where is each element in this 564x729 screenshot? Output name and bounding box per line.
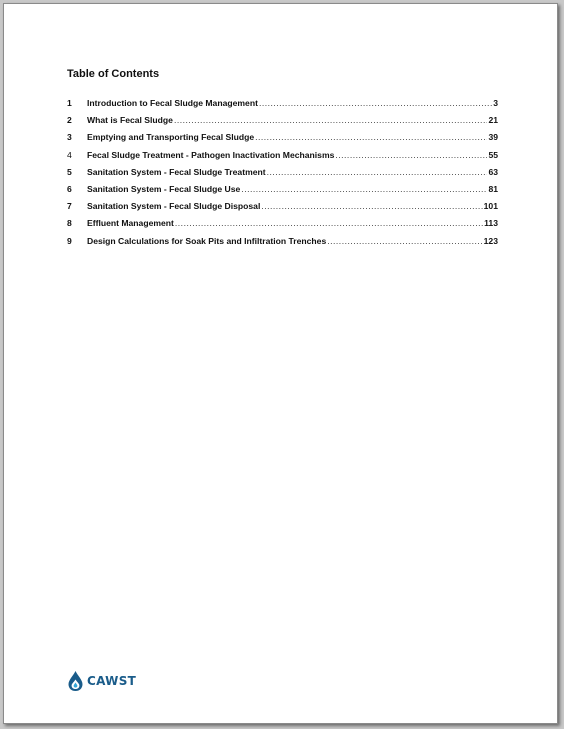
toc-entry-number: 2 (67, 115, 72, 126)
toc-entry-page: 113 (484, 218, 498, 229)
toc-title: Table of Contents (67, 68, 160, 80)
toc-entry[interactable] (67, 167, 498, 184)
toc-entry-title: Introduction to Fecal Sludge Management (87, 98, 258, 108)
toc-leader-dots (255, 132, 487, 142)
toc-leader-dots (175, 218, 483, 228)
toc-entry-title: Sanitation System - Fecal Sludge Use (87, 183, 241, 194)
toc-entry-title: Design Calculations for Soak Pits and Infiltration Trenches (87, 235, 327, 246)
toc-entry-number: 9 (67, 235, 72, 246)
toc-entry-page: 39 (488, 132, 498, 143)
toc-entry-title: What is Fecal Sludge (87, 115, 173, 126)
toc-leader-dots (327, 236, 482, 246)
toc-entry-number: 4 (67, 149, 72, 160)
toc-entry-page: 3 (493, 98, 498, 108)
toc-entry-page: 123 (483, 235, 498, 246)
toc-list (67, 98, 498, 253)
toc-entry-title: Sanitation System - Fecal Sludge Disposal (87, 201, 261, 212)
toc-entry[interactable] (67, 184, 498, 201)
toc-entry[interactable] (67, 98, 498, 115)
toc-entry-page: 101 (483, 201, 498, 212)
cawst-logo (67, 670, 136, 692)
toc-leader-dots (241, 184, 487, 194)
toc-entry-page: 55 (488, 149, 498, 160)
toc-entry[interactable] (67, 115, 498, 132)
toc-entry[interactable] (67, 150, 498, 167)
toc-entry[interactable] (67, 236, 498, 253)
toc-entry-number: 7 (67, 201, 72, 212)
toc-entry-page: 63 (488, 166, 498, 177)
toc-leader-dots (261, 201, 482, 211)
logo-wordmark: CAWST (87, 674, 137, 688)
toc-entry[interactable] (67, 218, 498, 235)
toc-entry-title: Sanitation System - Fecal Sludge Treatment (87, 166, 266, 177)
toc-entry-page: 81 (488, 183, 498, 194)
toc-entry-title: Emptying and Transporting Fecal Sludge (87, 132, 255, 143)
toc-entry-number: 8 (67, 218, 72, 229)
toc-leader-dots (174, 115, 487, 125)
toc-entry-title: Fecal Sludge Treatment - Pathogen Inactivation Mechanisms (87, 149, 335, 160)
toc-entry-page: 21 (488, 115, 498, 126)
toc-entry-number: 6 (67, 183, 72, 194)
toc-leader-dots (335, 150, 487, 160)
toc-entry[interactable] (67, 132, 498, 149)
toc-entry-number: 5 (67, 166, 72, 177)
toc-leader-dots (267, 167, 488, 177)
toc-entry[interactable] (67, 201, 498, 218)
toc-entry-number: 3 (67, 132, 72, 143)
toc-entry-title: Effluent Management (87, 218, 174, 229)
toc-entry-number: 1 (67, 98, 72, 108)
document-page (3, 3, 558, 724)
water-drop-icon (67, 670, 84, 692)
toc-leader-dots (259, 98, 492, 108)
